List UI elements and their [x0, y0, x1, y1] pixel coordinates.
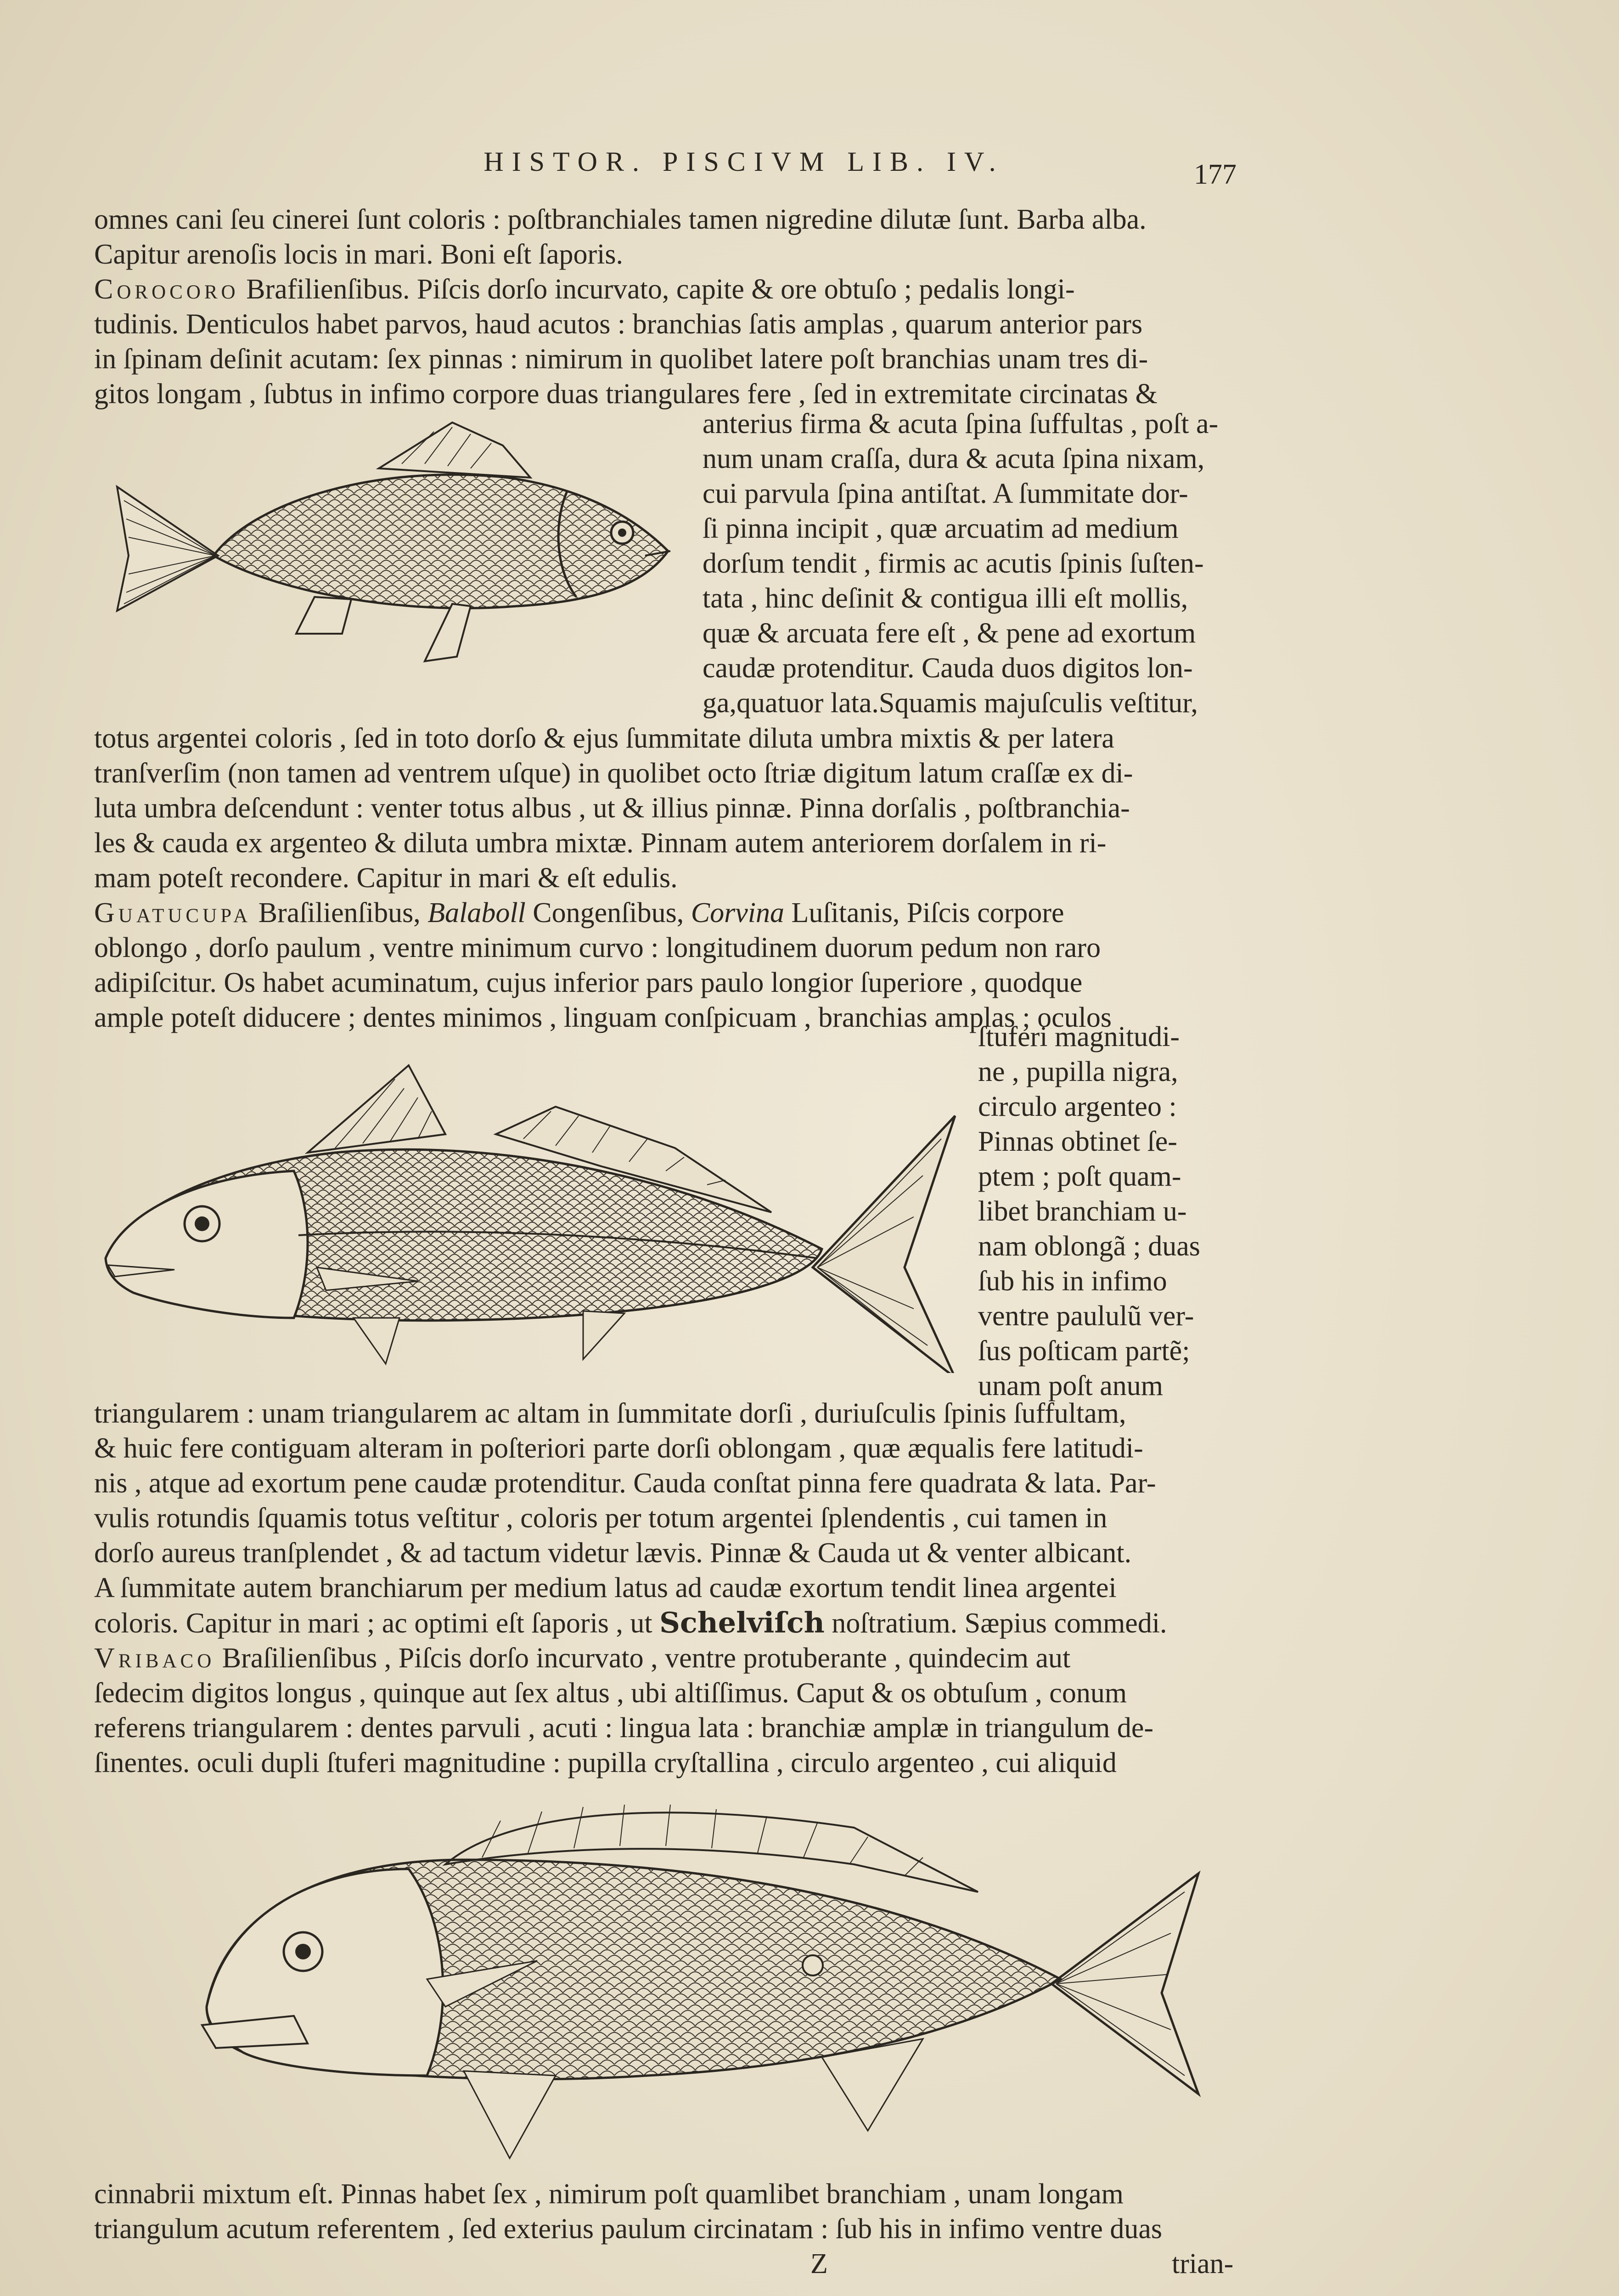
text-line: cinnabrii mixtum eſt. Pinnas habet ſex , nimirum poſt quamlibet branchiam , unam longam	[94, 2178, 1124, 2210]
text-line: vulis rotundis ſquamis totus veſtitur , coloris per totum argentei ſplendentis , cui tamen in	[94, 1503, 1107, 1534]
signature-mark: Z	[810, 2248, 828, 2279]
corocoro-fish-woodcut	[103, 418, 686, 675]
text-line: Vribaco Braſilienſibus , Piſcis dorſo incurvato , ventre protuberante , quindecim aut	[94, 1643, 1071, 1674]
text-line: unam poſt anum	[978, 1370, 1163, 1401]
text-line: les & cauda ex argenteo & diluta umbra mixtæ. Pinnam autem anteriorem dorſalem in ri-	[94, 827, 1107, 859]
text-line: ſinentes. oculi dupli ſtuferi magnitudine : pupilla cryſtallina , circulo argenteo , cui aliquid	[94, 1747, 1117, 1778]
species-name-vribaco: Vribaco	[94, 1643, 215, 1674]
text-line: triangularem : unam triangularem ac altam in ſummitate dorſi , duriuſculis ſpinis ſuffultam,	[94, 1398, 1126, 1429]
running-title: HISTOR. PISCIVM LIB. IV.	[483, 146, 1004, 177]
page-number: 177	[1194, 159, 1237, 190]
text-line: ventre paululũ ver-	[978, 1300, 1194, 1332]
vribaco-fish-woodcut	[188, 1800, 1208, 2167]
text-line: nam oblongã ; duas	[978, 1231, 1200, 1262]
text-line: ample poteſt diducere ; dentes minimos , linguam conſpicuam , branchias amplas ; oculos	[94, 1002, 1112, 1033]
text-line: in ſpinam deſinit acutam: ſex pinnas : nimirum in quolibet latere poſt branchias unam tres di-	[94, 343, 1148, 375]
blackletter-word: Schelviſch	[659, 1606, 825, 1639]
text-line: Guatucupa Braſilienſibus, Balaboll Congenſibus, Corvina Luſitanis, Piſcis corpore	[94, 897, 1064, 929]
text-line: tata , hinc deſinit & contigua illi eſt mollis,	[703, 583, 1188, 614]
text-line: luta umbra deſcendunt : venter totus albus , ut & illius pinnæ. Pinna dorſalis , poſtbranchia-	[94, 793, 1130, 824]
text-line: quæ & arcuata fere eſt , & pene ad exortum	[703, 618, 1196, 649]
text-line: totus argentei coloris , ſed in toto dorſo & ejus ſummitate diluta umbra mixtis & per latera	[94, 723, 1114, 754]
text-line: anterius firma & acuta ſpina ſuffultas , poſt a-	[703, 408, 1219, 439]
text-line: ſedecim digitos longus , quinque aut ſex altus , ubi altiſſimus. Caput & os obtuſum , conum	[94, 1677, 1127, 1709]
text-line: gitos longam , ſubtus in infimo corpore duas triangulares fere , ſed in extremitate circinatas &	[94, 378, 1158, 410]
text-line: ſi pinna incipit , quæ arcuatim ad medium	[703, 513, 1179, 544]
text-line: cui parvula ſpina antiſtat. A ſummitate dor-	[703, 478, 1188, 509]
text-line: A ſummitate autem branchiarum per medium latus ad caudæ exortum tendit linea argentei	[94, 1572, 1117, 1604]
text-line: tudinis. Denticulos habet parvos, haud acutos : branchias ſatis amplas , quarum anterior pars	[94, 309, 1143, 340]
species-name-corocoro: Corocoro	[94, 274, 239, 305]
text-line: oblongo , dorſo paulum , ventre minimum curvo : longitudinem duorum pedum non raro	[94, 932, 1101, 963]
guatucupa-fish-woodcut	[96, 1061, 960, 1373]
text-line: ſub his in infimo	[978, 1266, 1167, 1297]
text-line: & huic fere contiguam alteram in poſteriori parte dorſi oblongam , quæ æqualis fere latitudi-	[94, 1433, 1143, 1464]
text-line: circulo argenteo :	[978, 1091, 1177, 1122]
text-line: referens triangularem : dentes parvuli , acuti : lingua lata : branchiæ amplæ in triangulum de-	[94, 1712, 1154, 1744]
column-text-2	[978, 1019, 1244, 1403]
species-name-guatucupa: Guatucupa	[94, 897, 252, 929]
catchword: trian-	[1172, 2248, 1234, 2279]
text-line: triangulum acutum referentem , ſed exterius paulum circinatam : ſub his in infimo ventre duas	[94, 2213, 1163, 2245]
paragraph-block-2	[94, 721, 1244, 1035]
text-line: Pinnas obtinet ſe-	[978, 1126, 1177, 1157]
text-line: mam poteſt recondere. Capitur in mari & eſt edulis.	[94, 862, 678, 894]
text-line: Corocoro Brafilienſibus. Piſcis dorſo incurvato, capite & ore obtuſo ; pedalis longi-	[94, 274, 1075, 305]
text-line: ſus poſticam partẽ;	[978, 1335, 1190, 1367]
text-line: coloris. Capitur in mari ; ac optimi eſt ſaporis , ut Schelviſch noſtratium. Sæpius commedi.	[94, 1606, 1167, 1639]
text-line: dorſo aureus tranſplendet , & ad tactum videtur lævis. Pinnæ & Cauda ut & venter albicant.	[94, 1537, 1132, 1569]
text-line: omnes cani ſeu cinerei ſunt coloris : poſtbranchiales tamen nigredine dilutæ ſunt. Barba alba.	[94, 204, 1147, 235]
text-line: ptem ; poſt quam-	[978, 1161, 1181, 1192]
text-line: ne , pupilla nigra,	[978, 1056, 1178, 1087]
text-line: ga,quatuor lata.Squamis majuſculis veſtitur,	[703, 687, 1198, 719]
text-line: num unam craſſa, dura & acuta ſpina nixam,	[703, 443, 1205, 474]
paragraph-block-3	[94, 1396, 1244, 1780]
text-line: adipiſcitur. Os habet acuminatum, cujus inferior pars paulo longior ſuperiore , quodque	[94, 967, 1083, 998]
text-line: libet branchiam u-	[978, 1196, 1187, 1227]
text-line: dorſum tendit , firmis ac acutis ſpinis ſuſten-	[703, 548, 1204, 579]
text-line: Capitur arenoſis locis in mari. Boni eſt ſaporis.	[94, 239, 623, 270]
column-text-1	[703, 406, 1244, 720]
paragraph-block-4	[94, 2177, 1244, 2246]
text-line: nis , atque ad exortum pene caudæ protenditur. Cauda conſtat pinna fere quadrata & lata. Par-	[94, 1468, 1156, 1499]
text-line: ſtuferi magnitudi-	[978, 1021, 1180, 1052]
paragraph-block-1	[94, 202, 1244, 411]
text-line: caudæ protenditur. Cauda duos digitos lon-	[703, 653, 1193, 684]
text-line: tranſverſim (non tamen ad ventrem uſque) in quolibet octo ſtriæ digitum latum craſſæ ex di-	[94, 758, 1133, 789]
